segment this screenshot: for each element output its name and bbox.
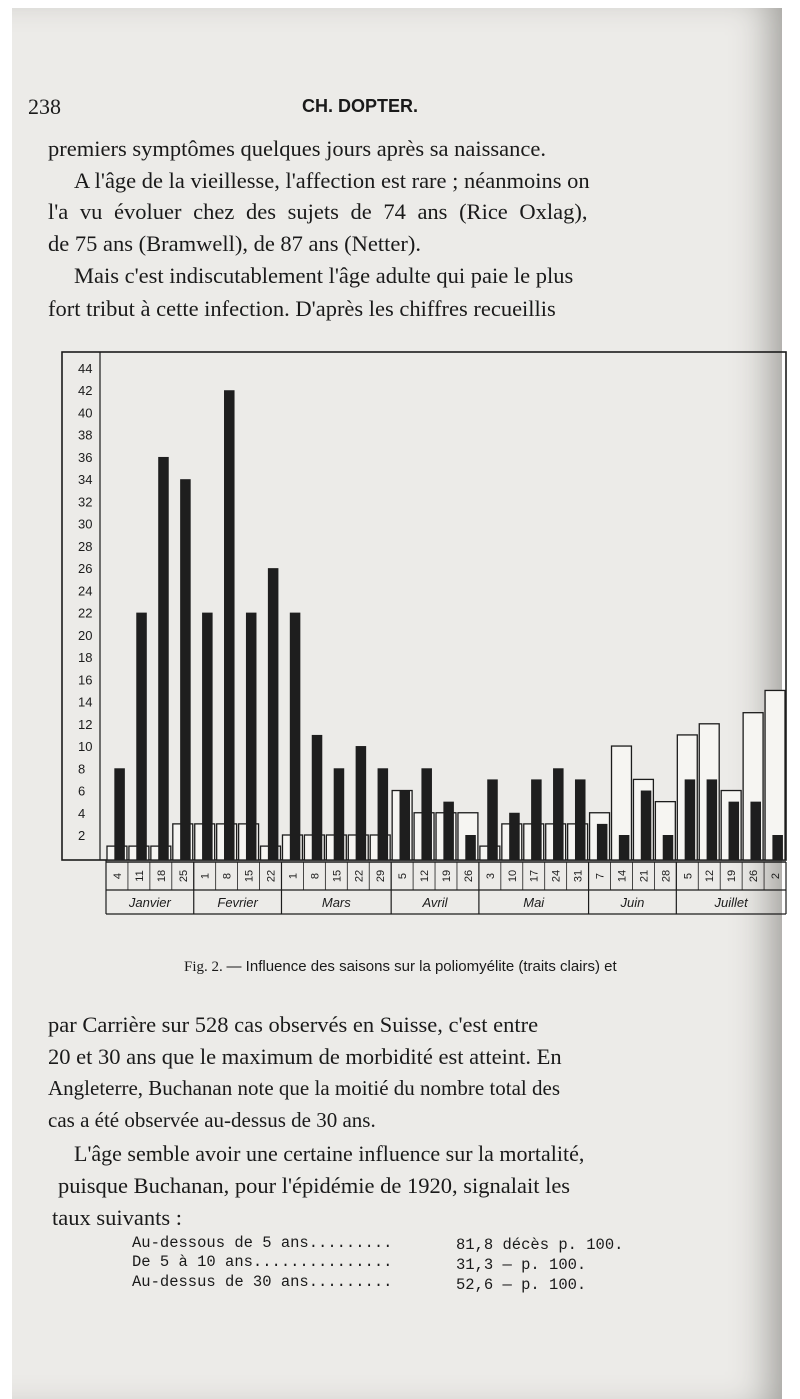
comparison-bar xyxy=(443,802,454,860)
x-tick-label: 1 xyxy=(287,872,300,880)
y-tick-label: 22 xyxy=(78,605,93,621)
comparison-bar xyxy=(750,802,761,860)
comparison-bar xyxy=(531,779,542,860)
comparison-bar xyxy=(202,613,213,860)
comparison-bar xyxy=(268,568,279,860)
comparison-bar xyxy=(421,768,432,860)
text-line: Angleterre, Buchanan note que la moitié du nombre total des xyxy=(48,1076,561,1100)
x-tick-label: 15 xyxy=(243,869,256,883)
y-tick-label: 16 xyxy=(78,672,93,688)
x-tick-label: 11 xyxy=(133,870,146,882)
y-tick-label: 36 xyxy=(78,449,93,465)
text-line: 20 et 30 ans que le maximum de morbidité est atteint. En xyxy=(48,1044,562,1069)
mortality-row-label: De 5 à 10 ans............... xyxy=(132,1253,393,1271)
mortality-row-value: 52,6 — p. 100. xyxy=(456,1276,587,1294)
comparison-bar xyxy=(356,746,367,860)
x-tick-label: 10 xyxy=(506,869,519,883)
y-tick-label: 14 xyxy=(78,694,93,710)
x-tick-label: 21 xyxy=(638,869,651,883)
x-tick-label: 14 xyxy=(616,869,629,883)
mortality-row-value: 31,3 — p. 100. xyxy=(456,1256,587,1274)
x-tick-label: 7 xyxy=(594,872,607,880)
month-label: Mai xyxy=(523,895,545,910)
comparison-bar xyxy=(224,390,235,860)
y-tick-label: 42 xyxy=(78,383,93,399)
figure-number: Fig. 2. xyxy=(184,959,223,975)
comparison-bar xyxy=(312,735,323,860)
x-tick-label: 26 xyxy=(748,869,761,883)
text-line: A l'âge de la vieillesse, l'affection est rare ; néanmoins on xyxy=(74,168,590,193)
text-line: taux suivants : xyxy=(52,1205,182,1230)
text-line: puisque Buchanan, pour l'épidémie de 1920, signalait les xyxy=(58,1173,571,1198)
y-tick-label: 26 xyxy=(78,561,93,577)
y-tick-label: 10 xyxy=(78,739,93,755)
comparison-bar xyxy=(180,479,191,860)
comparison-bar xyxy=(509,813,520,860)
text-line: premiers symptômes quelques jours après sa naissance. xyxy=(48,136,546,161)
text-line: l'a vu évoluer chez des sujets de 74 ans (Rice Oxlag), xyxy=(48,199,588,224)
page-number: 238 xyxy=(28,94,61,119)
comparison-bar xyxy=(378,768,389,860)
mortality-row-label: Au-dessous de 5 ans......... xyxy=(132,1234,393,1252)
figure-caption xyxy=(184,958,617,976)
x-tick-label: 8 xyxy=(309,872,322,880)
x-tick-label: 19 xyxy=(726,869,739,883)
comparison-bar xyxy=(772,835,783,860)
comparison-bar xyxy=(663,835,674,860)
text-line: L'âge semble avoir une certaine influence sur la mortalité, xyxy=(74,1141,585,1166)
mortality-row-value: 81,8 décès p. 100. xyxy=(456,1236,624,1254)
month-label: Fevrier xyxy=(217,895,258,910)
comparison-bar xyxy=(136,613,147,860)
y-tick-label: 40 xyxy=(78,405,93,421)
comparison-bar xyxy=(399,791,410,860)
x-tick-label: 8 xyxy=(221,872,234,880)
x-tick-label: 22 xyxy=(265,869,278,883)
comparison-bar xyxy=(729,802,740,860)
x-tick-label: 1 xyxy=(199,872,212,880)
comparison-bar xyxy=(597,824,608,860)
comparison-bar xyxy=(158,457,169,860)
comparison-bar xyxy=(553,768,564,860)
y-tick-label: 44 xyxy=(78,361,93,376)
month-label: Juin xyxy=(620,895,645,910)
x-tick-label: 5 xyxy=(682,872,695,880)
text-line: de 75 ans (Bramwell), de 87 ans (Netter). xyxy=(48,231,421,256)
x-tick-label: 12 xyxy=(419,869,432,883)
month-label: Avril xyxy=(422,895,448,910)
text-line: fort tribut à cette infection. D'après les chiffres recueillis xyxy=(48,296,556,321)
y-tick-label: 38 xyxy=(78,427,93,443)
comparison-bar xyxy=(487,779,498,860)
y-tick-label: 4 xyxy=(78,805,86,821)
comparison-bar xyxy=(685,779,696,860)
x-tick-label: 4 xyxy=(111,872,124,880)
y-tick-label: 18 xyxy=(78,650,93,666)
month-label: Juillet xyxy=(714,895,748,910)
figure-caption-text: — Influence des saisons sur la poliomyélite (traits clairs) et xyxy=(226,958,617,975)
month-label: Janvier xyxy=(128,895,171,910)
comparison-bar xyxy=(641,791,652,860)
x-tick-label: 22 xyxy=(353,869,366,883)
y-tick-label: 6 xyxy=(78,783,86,799)
y-tick-label: 24 xyxy=(78,583,93,599)
x-tick-label: 2 xyxy=(770,872,783,880)
mortality-row-label: Au-dessus de 30 ans......... xyxy=(132,1273,393,1291)
y-tick-label: 20 xyxy=(78,627,93,643)
y-tick-label: 8 xyxy=(78,761,86,777)
month-label: Mars xyxy=(321,895,351,910)
y-tick-label: 34 xyxy=(78,472,93,488)
x-tick-label: 28 xyxy=(660,869,673,883)
y-tick-label: 30 xyxy=(78,516,93,532)
comparison-bar xyxy=(707,779,718,860)
y-tick-label: 28 xyxy=(78,538,93,554)
y-tick-label: 32 xyxy=(78,494,93,510)
comparison-bar xyxy=(246,613,257,860)
x-tick-label: 3 xyxy=(484,872,497,880)
running-head: CH. DOPTER. xyxy=(302,96,419,116)
x-tick-label: 18 xyxy=(155,869,168,883)
y-tick-label: 12 xyxy=(78,716,93,732)
x-tick-label: 12 xyxy=(704,869,717,883)
y-tick-label: 2 xyxy=(78,828,86,843)
comparison-bar xyxy=(619,835,630,860)
x-tick-label: 25 xyxy=(177,869,190,883)
text-line: par Carrière sur 528 cas observés en Suisse, c'est entre xyxy=(48,1012,539,1037)
comparison-bar xyxy=(465,835,476,860)
text-line: Mais c'est indiscutablement l'âge adulte qui paie le plus xyxy=(74,263,574,288)
comparison-bar xyxy=(114,768,125,860)
text-line: cas a été observée au-dessus de 30 ans. xyxy=(48,1108,376,1132)
comparison-bar xyxy=(575,779,586,860)
comparison-bar xyxy=(334,768,345,860)
poliomyelitis-bar xyxy=(765,690,785,860)
x-tick-label: 26 xyxy=(462,869,475,883)
x-tick-label: 29 xyxy=(375,869,388,883)
x-tick-label: 17 xyxy=(528,869,541,883)
x-tick-label: 31 xyxy=(572,869,585,883)
x-tick-label: 24 xyxy=(550,869,563,883)
x-tick-label: 19 xyxy=(441,869,453,883)
x-tick-label: 15 xyxy=(331,869,344,883)
x-tick-label: 5 xyxy=(397,872,410,880)
comparison-bar xyxy=(290,613,301,860)
